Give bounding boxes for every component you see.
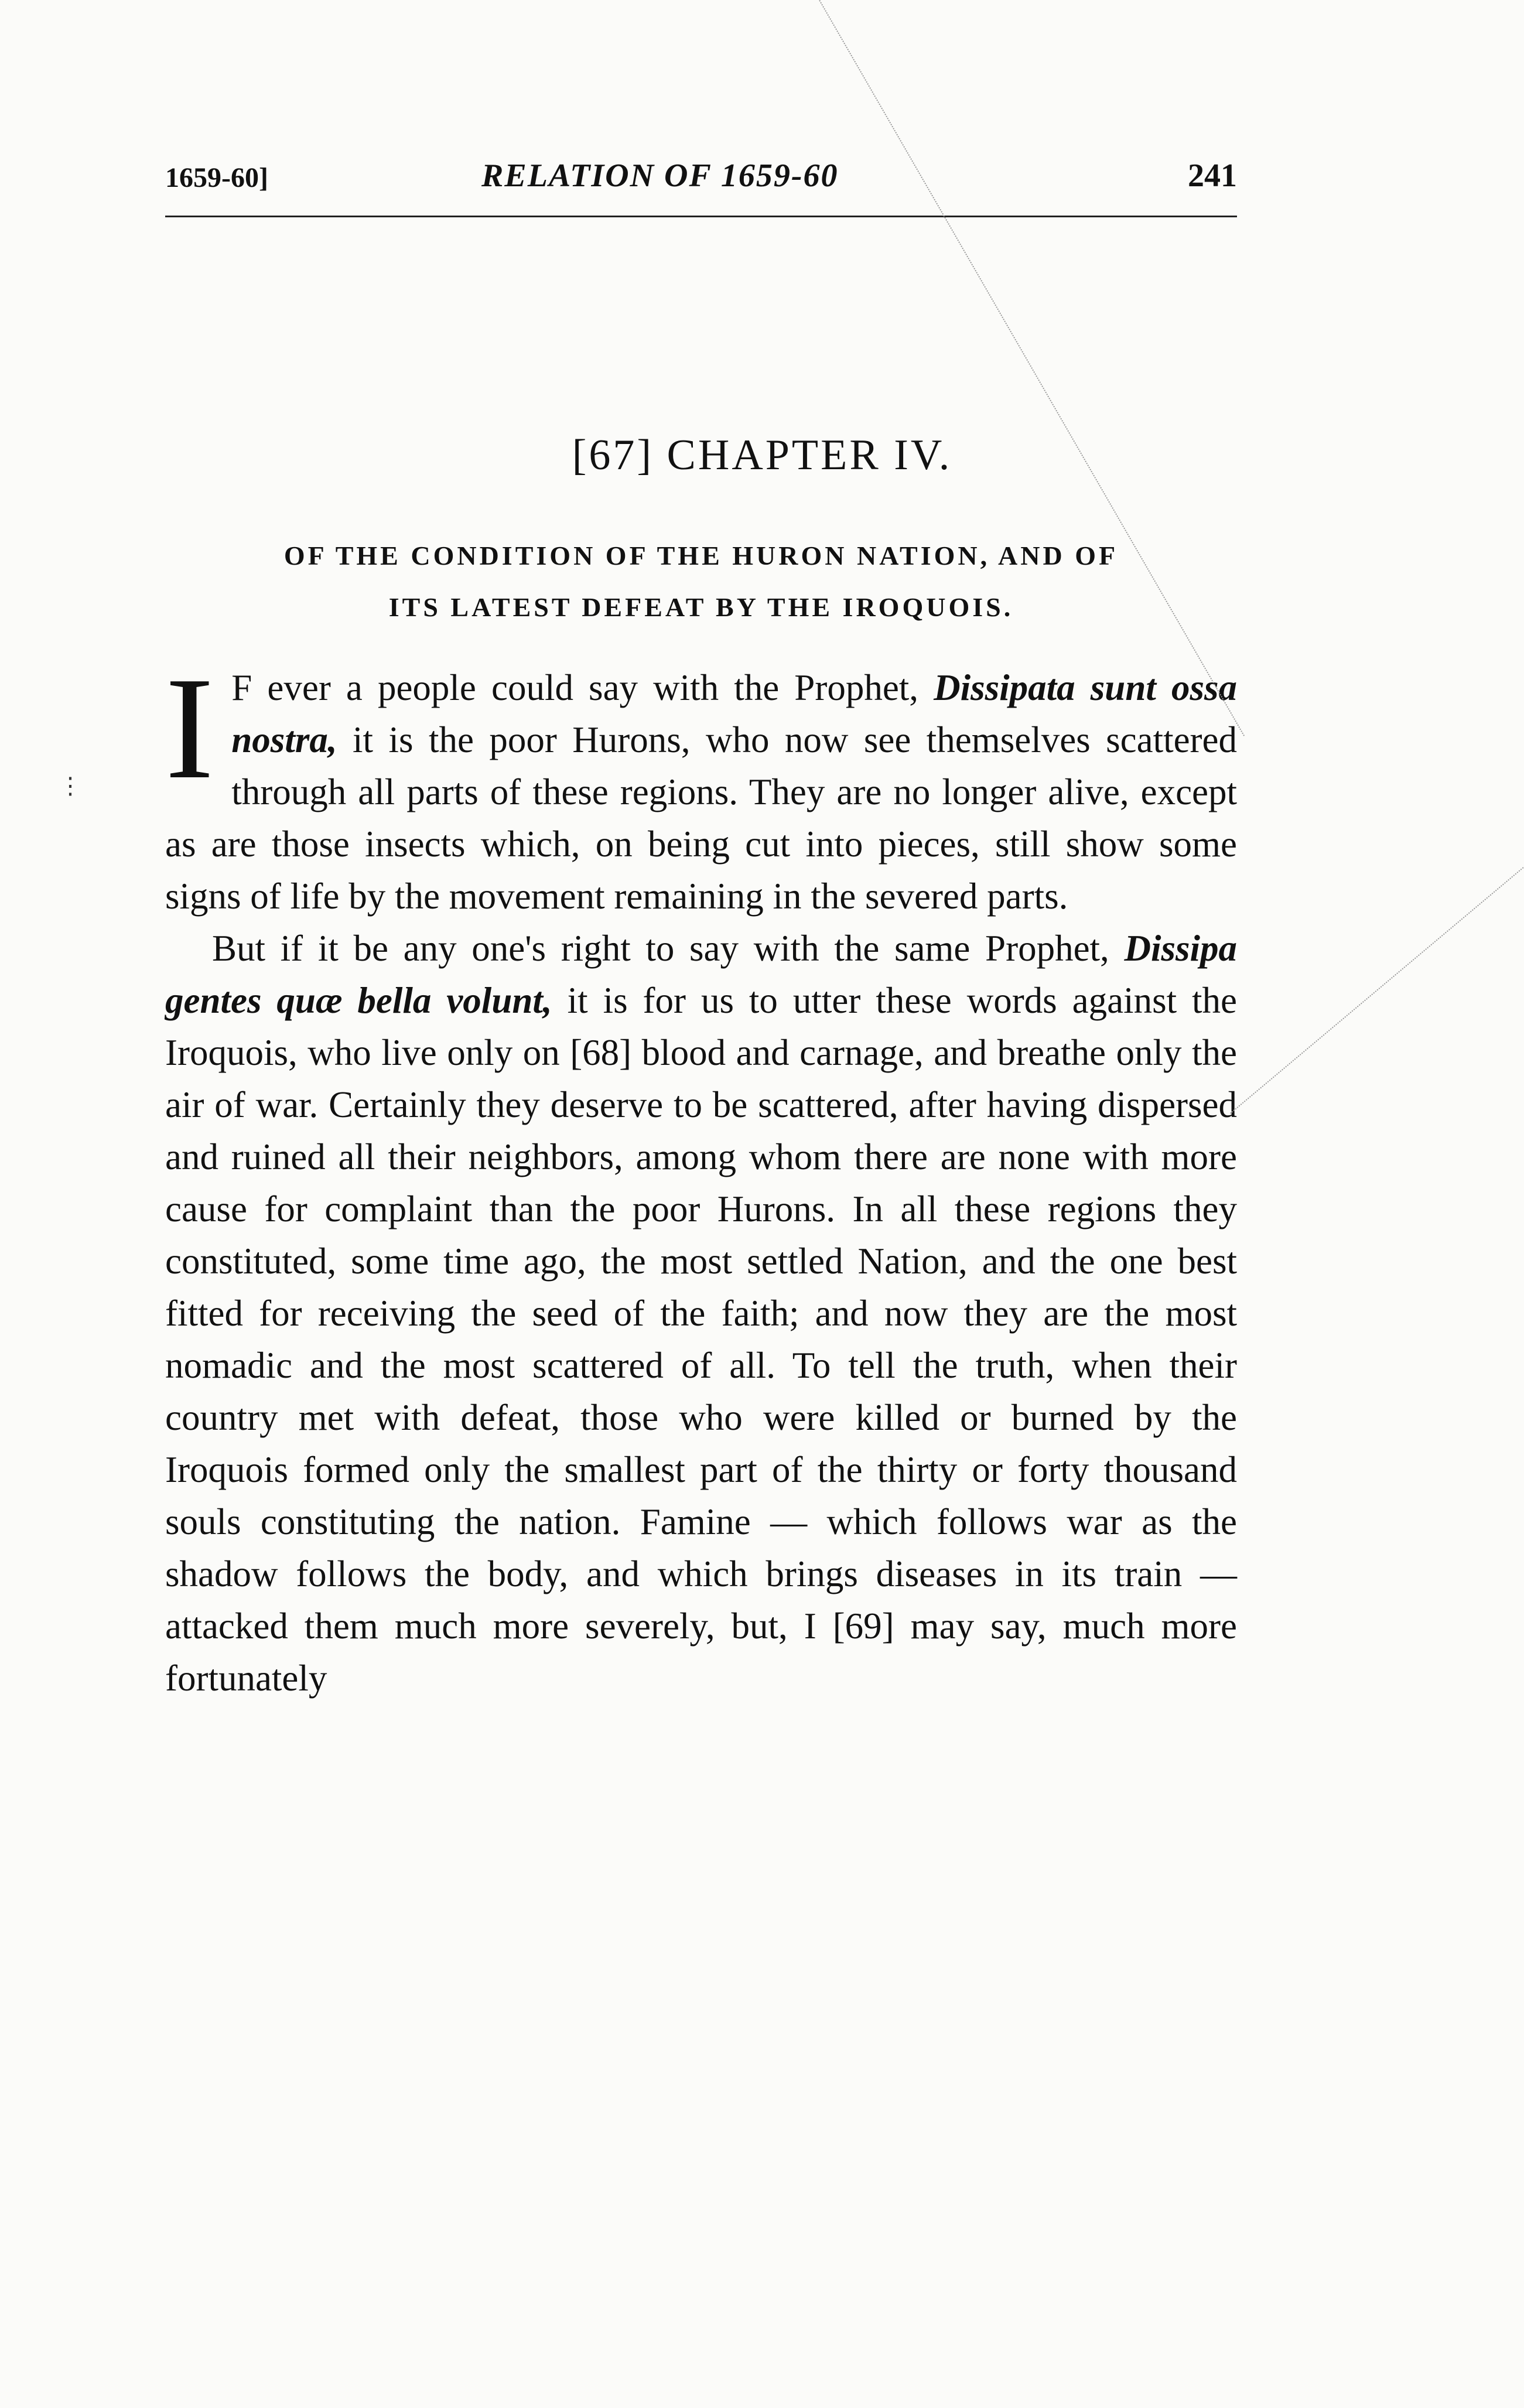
- paragraph-1-text-a: F ever a people could say with the Prophet,: [231, 667, 934, 708]
- chapter-subtitle-line1: OF THE CONDITION OF THE HURON NATION, AND OF: [283, 541, 1119, 571]
- paragraph-2-text-b: it is for us to utter these words against the Iroquois, who live only on [68] blood and carnage, and breathe only the air of war. Certainly they deserve to be scattered, after having dispersed and ruined all their neighbors, among whom there are none with more cause for complaint than the poor Hurons. In all these regions they constituted, some time ago, the most settled Nation, and the one best fitted for receiving the seed of the faith; and now they are the most nomadic and the most scattered of all. To tell the truth, when their country met with defeat, those who were killed or burned by the Iroquois formed only the smallest part of the thirty or forty thousand souls constituting the nation. Famine — which follows war as the shadow follows the body, and which brings diseases in its train — attacked them much more severely, but, I [69] may say, much more fortunately: [165, 980, 1238, 1699]
- margin-speck: ⋮: [59, 773, 82, 799]
- scan-artifact-line: [1230, 849, 1524, 1114]
- header-rule: [165, 216, 1237, 217]
- running-header: [165, 157, 1237, 198]
- header-title: RELATION OF 1659-60: [481, 158, 839, 194]
- latin-quote-1: Dissipata sunt ossa nostra,: [231, 667, 1238, 760]
- latin-quote-2: Dissipa gentes quæ bella volunt,: [165, 928, 1237, 1021]
- chapter-heading: [67] CHAPTER IV.: [572, 431, 952, 479]
- chapter-subtitle: [165, 530, 1237, 633]
- paragraph-1-text-b: it is the poor Hurons, who now see themselves scattered through all parts of these regions. They are no longer alive, except as are those insects which, on being cut into pieces, still show some signs of life by the movement remaining in the severed parts.: [165, 719, 1237, 917]
- header-date-range: 1659-60]: [165, 162, 268, 193]
- paragraph-1: [165, 647, 1238, 923]
- body-text: [165, 647, 1238, 1705]
- paragraph-2-text-a: But if it be any one's right to say with the same Prophet,: [212, 928, 1125, 969]
- page-number: 241: [1188, 158, 1237, 194]
- chapter-subtitle-line2: ITS LATEST DEFEAT BY THE IROQUOIS.: [388, 592, 1014, 622]
- drop-cap: I: [165, 647, 214, 810]
- paragraph-2: [165, 923, 1237, 1705]
